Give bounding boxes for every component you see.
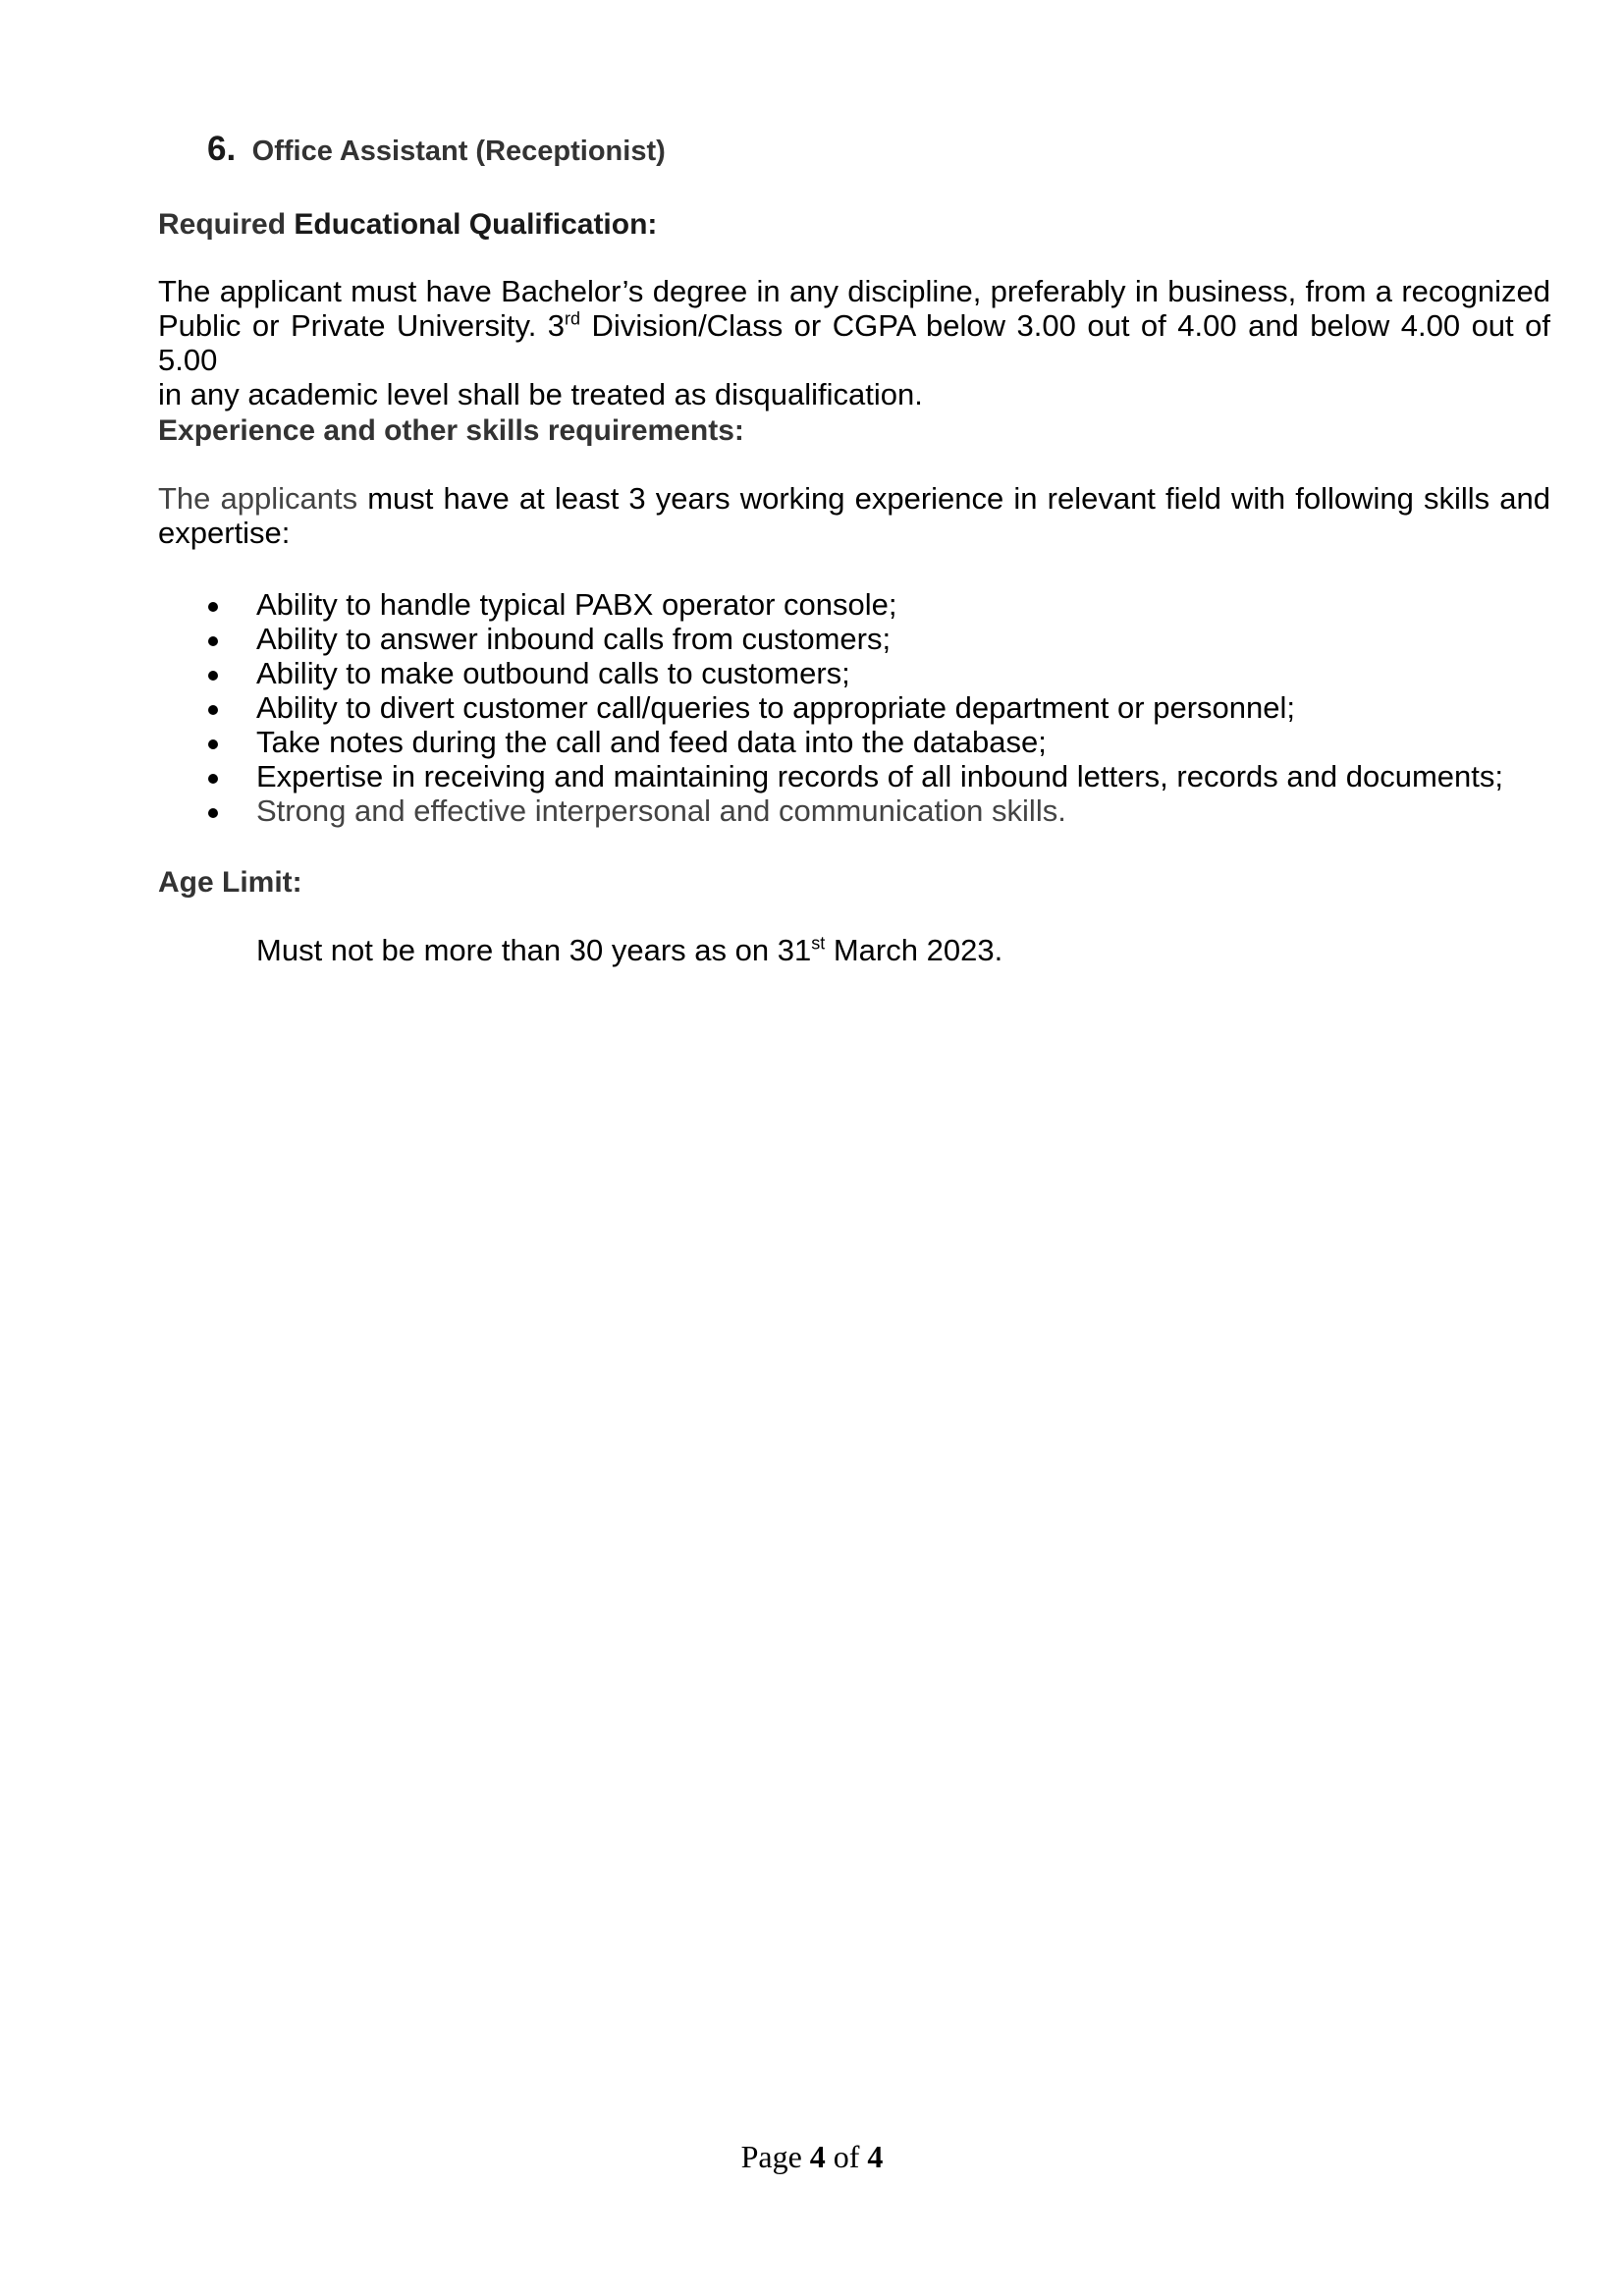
experience-intro-rest: must have at least 3 years working experience in relevant field with following skills and — [357, 481, 1550, 516]
experience-label: Experience and other skills requirements: — [158, 414, 744, 447]
experience-intro-gray: The applicants — [158, 481, 358, 516]
education-line-1: The applicant must have Bachelor’s degree in any discipline, preferably in business, from a recognized — [158, 274, 1550, 308]
education-line-2-sup: rd — [565, 308, 581, 329]
experience-intro — [158, 481, 1550, 550]
bullet-icon — [208, 705, 218, 715]
list-item-text: Ability to handle typical PABX operator console; — [256, 587, 897, 622]
education-line-2-a: Public or Private University. 3 — [158, 308, 566, 343]
list-item — [158, 725, 1503, 759]
list-item-text: Ability to answer inbound calls from customers; — [256, 622, 892, 656]
footer-middle: of — [825, 2139, 868, 2174]
list-item-text: Ability to divert customer call/queries to appropriate department or personnel; — [256, 690, 1295, 725]
education-label-prefix: Required — [158, 208, 287, 241]
list-item — [158, 690, 1503, 725]
education-line-2 — [158, 308, 1550, 377]
skills-list — [158, 587, 1503, 828]
bullet-icon — [208, 808, 218, 818]
education-label — [158, 208, 657, 242]
bullet-icon — [208, 602, 218, 612]
age-limit-text — [256, 933, 1002, 967]
footer-current-page: 4 — [809, 2139, 826, 2174]
list-item — [158, 587, 1503, 622]
age-text-a: Must not be more than 30 years as on 31 — [256, 933, 812, 967]
list-item-text: Strong and effective interpersonal and communication skills. — [256, 793, 1066, 828]
list-item — [158, 793, 1503, 828]
bullet-icon — [208, 774, 218, 784]
page-number-footer — [0, 2139, 1624, 2175]
bullet-icon — [208, 671, 218, 681]
list-item-text: Take notes during the call and feed data into the database; — [256, 725, 1047, 759]
section-title: Office Assistant (Receptionist) — [251, 136, 666, 167]
list-item — [158, 656, 1503, 690]
footer-prefix: Page — [740, 2139, 810, 2174]
age-label: Age Limit: — [158, 866, 302, 899]
bullet-icon — [208, 636, 218, 646]
list-item — [158, 759, 1503, 793]
section-heading — [207, 130, 666, 169]
footer-total-pages: 4 — [867, 2139, 884, 2174]
experience-intro-line-1 — [158, 481, 1550, 516]
section-number: 6. — [207, 130, 237, 168]
list-item-text: Ability to make outbound calls to customers; — [256, 656, 850, 690]
age-text-b: March 2023. — [825, 933, 1003, 967]
experience-intro-line-2: expertise: — [158, 516, 291, 550]
education-line-3: in any academic level shall be treated as disqualification. — [158, 377, 923, 411]
list-item — [158, 622, 1503, 656]
education-label-main: Educational Qualification: — [294, 208, 658, 241]
education-line-2-b: Division/Class or CGPA below 3.00 out of 4.00 and below 4.00 out of 5.00 — [158, 308, 1551, 377]
list-item-text: Expertise in receiving and maintaining records of all inbound letters, records and documents; — [256, 759, 1503, 793]
age-text-sup: st — [811, 933, 826, 954]
education-paragraph — [158, 274, 1550, 411]
bullet-icon — [208, 739, 218, 749]
